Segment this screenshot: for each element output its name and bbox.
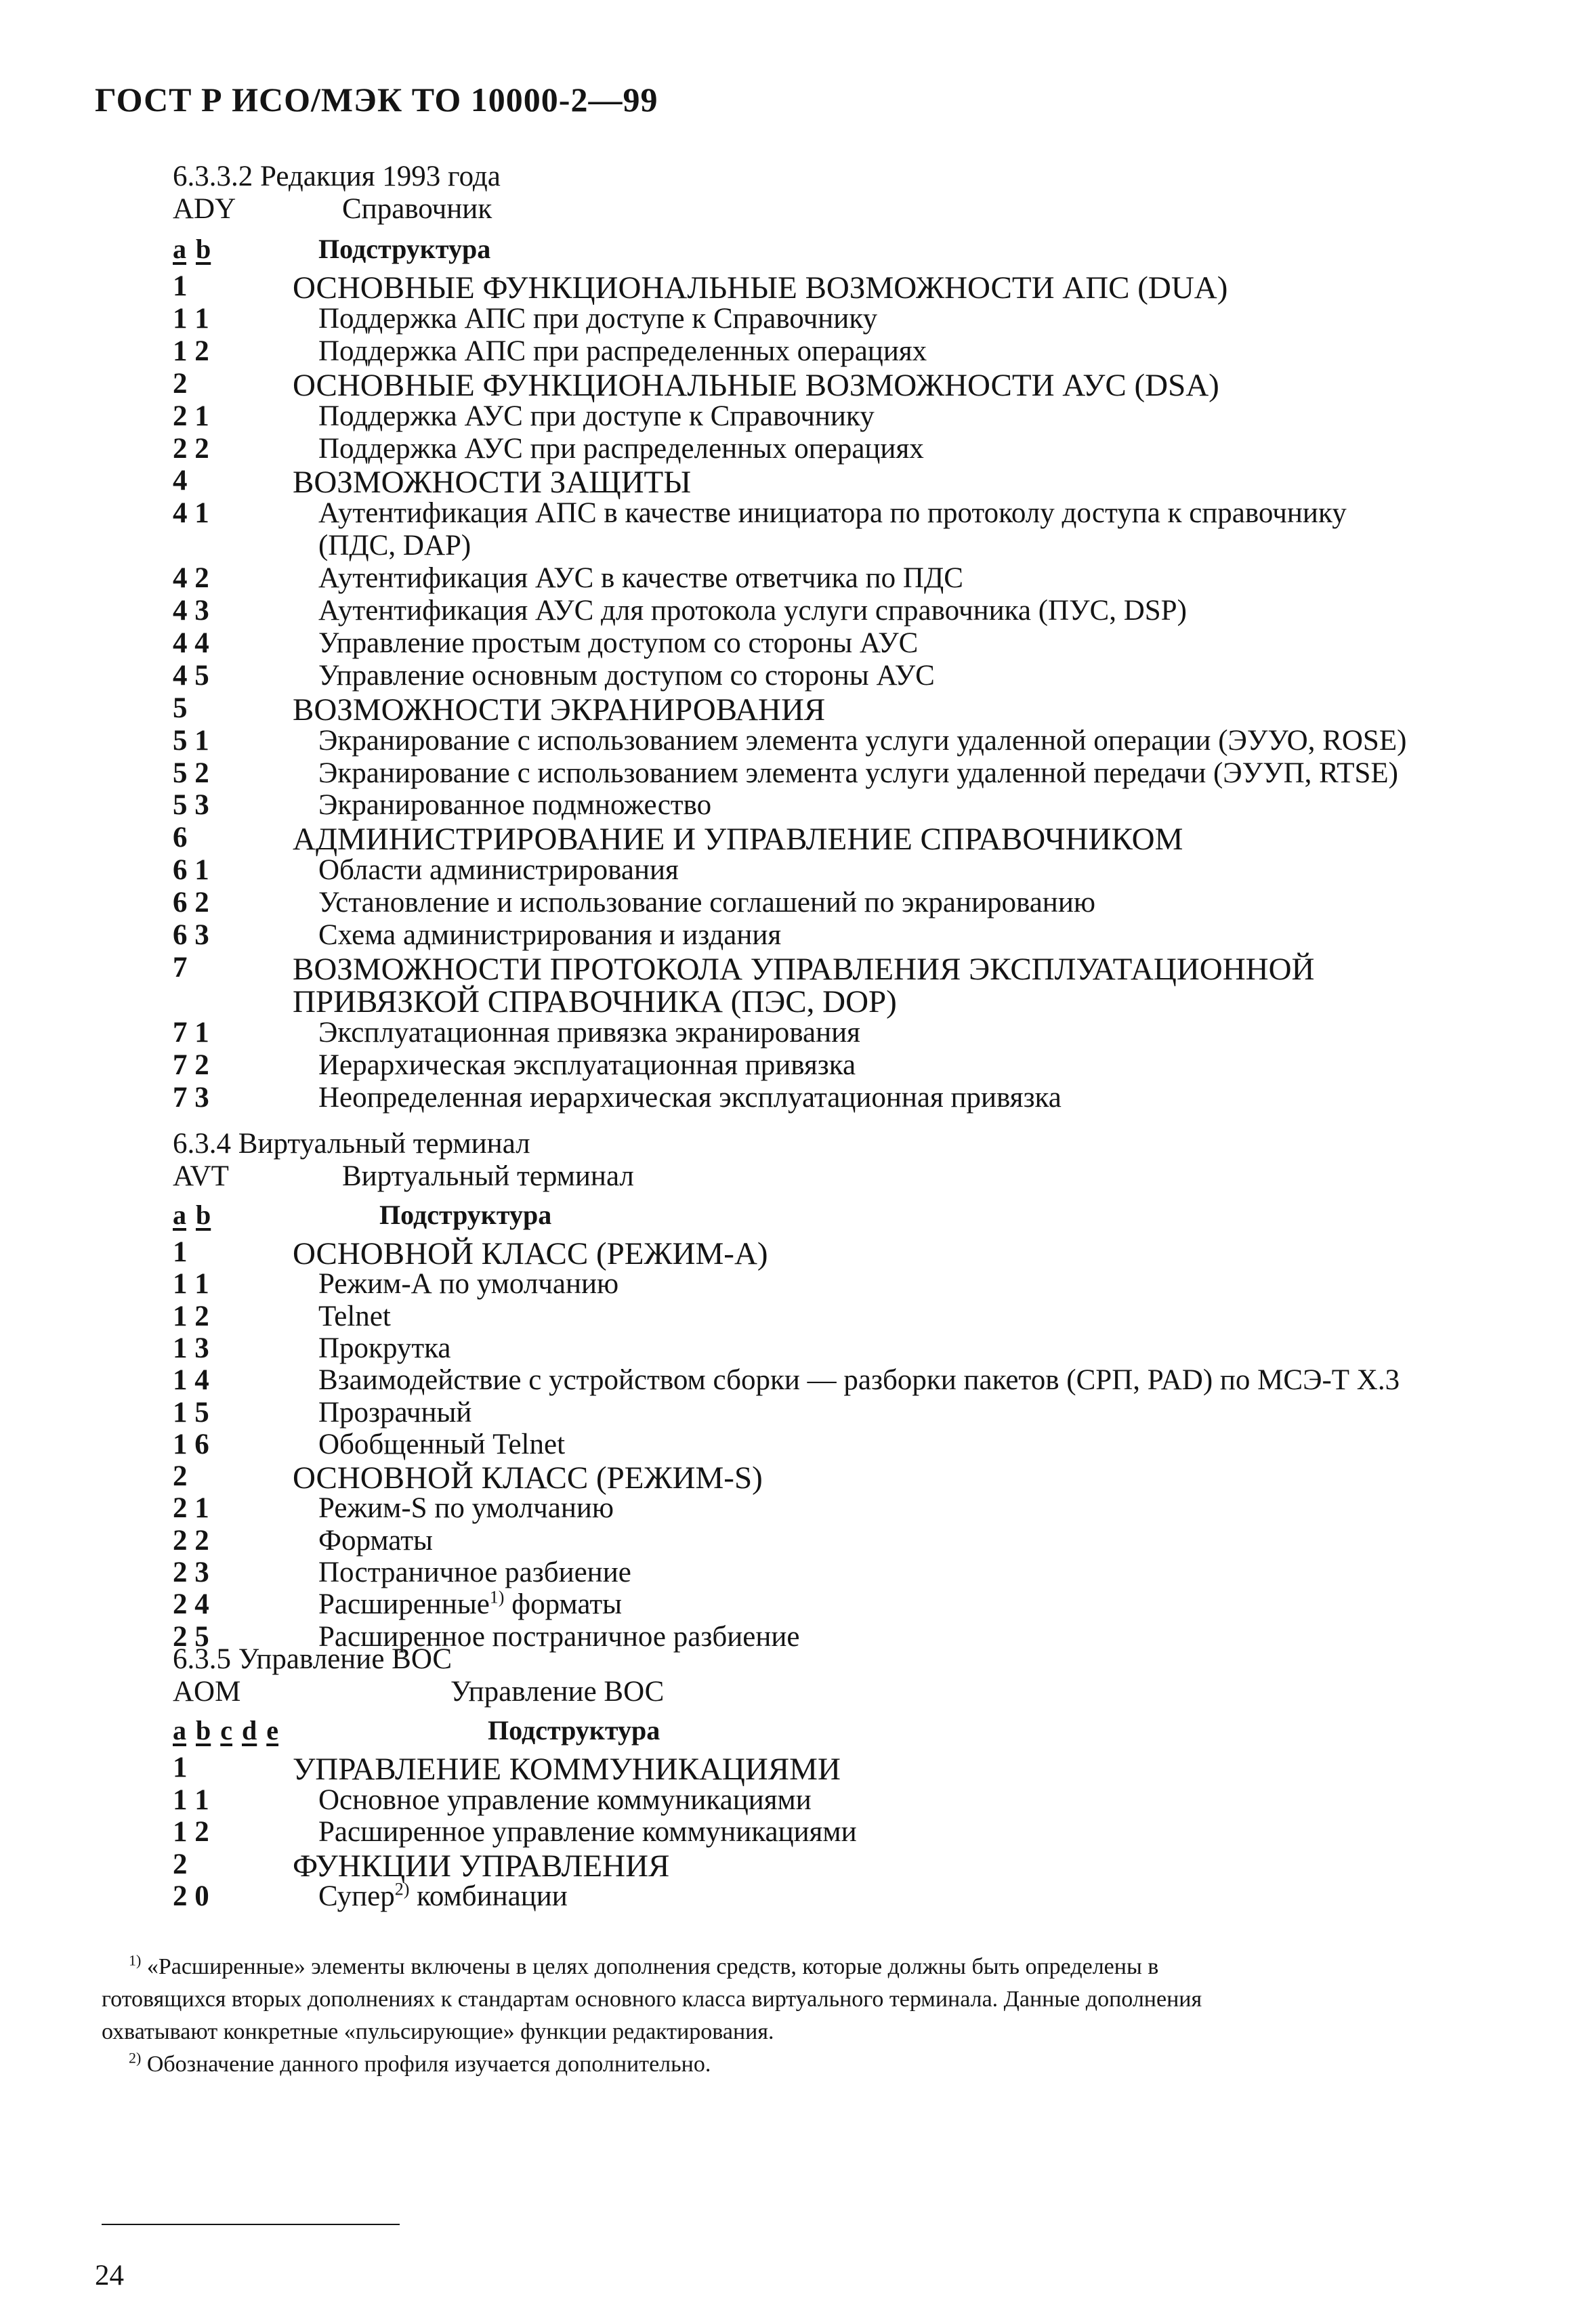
row-code: 1 6 — [173, 1428, 209, 1460]
row-text — [318, 400, 875, 433]
row-text-main: Аутентификация АПС в качестве инициатора по протоколу доступа к справочнику — [318, 497, 1347, 530]
row-text-main: Поддержка АПС при доступе к Справочнику — [318, 302, 878, 335]
substructure-title: Подструктура — [488, 1715, 660, 1746]
table-row — [0, 821, 1575, 858]
substructure-code: a — [173, 1715, 186, 1746]
table-row — [0, 594, 1575, 627]
page-number: 24 — [95, 2260, 124, 2291]
row-text-main: Расширенное постраничное разбиение — [318, 1620, 800, 1653]
footnote-2-mark: 2) — [129, 2049, 142, 2067]
row-text — [318, 724, 1406, 757]
row-heading — [293, 984, 897, 1020]
row-text-main: Аутентификация АУС в качестве ответчика по ПДС — [318, 562, 963, 595]
row-text — [318, 788, 711, 822]
row-text — [318, 853, 679, 887]
row-code: 2 4 — [173, 1588, 209, 1621]
row-code: 5 2 — [173, 757, 209, 789]
row-text-main: ФУНКЦИИ УПРАВЛЕНИЯ — [293, 1848, 670, 1884]
row-text-main: Обобщенный Telnet — [318, 1428, 566, 1460]
row-code: 1 2 — [173, 335, 209, 367]
row-text-main: Режим-S по умолчанию — [318, 1492, 614, 1525]
row-text — [318, 659, 935, 692]
row-code: 2 2 — [173, 432, 209, 465]
row-text — [318, 1364, 1400, 1397]
row-heading — [293, 1235, 768, 1272]
section-heading: 6.3.5 Управление ВОС — [173, 1643, 453, 1675]
row-text — [318, 1815, 857, 1848]
row-code: 4 3 — [173, 595, 209, 627]
row-text — [318, 1016, 860, 1049]
row-text — [318, 594, 1187, 627]
row-text — [318, 1300, 391, 1333]
table-row — [0, 1235, 1575, 1271]
row-text-main: Постраничное разбиение — [318, 1557, 631, 1588]
row-text-main: ВОЗМОЖНОСТИ ПРОТОКОЛА УПРАВЛЕНИЯ ЭКСПЛУАТАЦИОННОЙ — [293, 951, 1315, 987]
row-code: 1 1 — [173, 1783, 209, 1816]
row-text — [318, 529, 471, 562]
row-text-main: ОСНОВНОЙ КЛАСС (РЕЖИМ-А) — [293, 1236, 768, 1271]
table-row — [0, 692, 1575, 727]
row-text-main: Поддержка АУС при распределенных операциях — [318, 432, 924, 465]
row-text-main: Иерархическая эксплуатационная привязка — [318, 1049, 856, 1081]
row-code: 1 — [173, 1752, 188, 1783]
table-row — [0, 1332, 1575, 1364]
row-code: 1 — [173, 1236, 188, 1268]
table-row — [0, 918, 1575, 951]
table-row — [0, 562, 1575, 594]
table-row — [0, 1460, 1575, 1496]
row-text — [318, 1267, 618, 1301]
row-code: 2 0 — [173, 1880, 209, 1912]
row-code: 1 1 — [173, 1268, 209, 1301]
substructure-code: e — [266, 1715, 279, 1746]
row-text — [318, 1332, 451, 1365]
row-text — [318, 335, 927, 368]
row-heading — [293, 951, 1315, 988]
row-code: 1 5 — [173, 1396, 209, 1429]
table-row — [0, 1524, 1575, 1557]
row-code: 1 2 — [173, 1816, 209, 1848]
row-code: 2 — [173, 367, 188, 400]
footnote-1-mark: 1) — [129, 1951, 142, 1969]
row-text-main: ОСНОВНОЙ КЛАСС (РЕЖИМ-S) — [293, 1460, 763, 1496]
row-text-main: Супер — [318, 1880, 395, 1912]
table-row — [0, 1267, 1575, 1300]
table-row — [0, 1081, 1575, 1114]
row-code: 7 1 — [173, 1016, 209, 1049]
row-text-main: Расширенное управление коммуникациями — [318, 1816, 857, 1848]
row-text — [318, 432, 924, 465]
row-text-after: комбинации — [409, 1880, 568, 1912]
table-row — [0, 1364, 1575, 1396]
table-row — [0, 270, 1575, 305]
row-code: 4 5 — [173, 659, 209, 692]
row-text-main: Основное управление коммуникациями — [318, 1783, 812, 1816]
row-text-main: Аутентификация АУС для протокола услуги справочника (ПУС, DSP) — [318, 595, 1187, 627]
row-heading — [293, 1460, 763, 1496]
table-row — [0, 1880, 1575, 1912]
document-header: ГОСТ Р ИСО/МЭК ТО 10000-2—99 — [95, 81, 658, 119]
table-row — [0, 1815, 1575, 1848]
table-row — [0, 1783, 1575, 1816]
row-text-main: Экранирование с использованием элемента услуги удаленной передачи (ЭУУП, RTSE) — [318, 757, 1398, 789]
table-row — [0, 853, 1575, 886]
row-text-main: АДМИНИСТРИРОВАНИЕ И УПРАВЛЕНИЕ СПРАВОЧНИКОМ — [293, 822, 1183, 858]
profile-label: ADY — [173, 193, 236, 225]
table-row — [0, 464, 1575, 501]
row-text-main: Поддержка АПС при распределенных операциях — [318, 335, 927, 367]
row-text — [318, 1524, 433, 1557]
row-heading — [293, 1751, 841, 1788]
substructure-title: Подструктура — [318, 234, 491, 264]
row-text-main: УПРАВЛЕНИЕ КОММУНИКАЦИЯМИ — [293, 1752, 841, 1787]
table-row — [0, 951, 1575, 987]
substructure-code: a — [173, 234, 186, 264]
row-text-main: ОСНОВНЫЕ ФУНКЦИОНАЛЬНЫЕ ВОЗМОЖНОСТИ АУС (DSA) — [293, 367, 1219, 403]
row-heading — [293, 1848, 669, 1884]
section-heading: 6.3.4 Виртуальный терминал — [173, 1128, 530, 1160]
row-text-main: ПРИВЯЗКОЙ СПРАВОЧНИКА (ПЭС, DOP) — [293, 984, 897, 1019]
row-text-main: Форматы — [318, 1524, 433, 1557]
row-text — [318, 1396, 471, 1429]
table-row — [0, 788, 1575, 821]
row-text — [318, 497, 1347, 530]
row-code: 5 1 — [173, 724, 209, 757]
row-code: 6 3 — [173, 919, 209, 951]
footnote-divider — [102, 2224, 400, 2225]
footnote-ref: 2) — [394, 1879, 410, 1899]
substructure-code: b — [196, 1200, 211, 1230]
row-code: 6 — [173, 822, 188, 854]
row-heading — [293, 270, 1227, 306]
row-text-main: Взаимодействие с устройством сборки — разборки пакетов (СРП, PAD) по МСЭ-Т X.3 — [318, 1364, 1400, 1397]
substructure-code: b — [196, 234, 211, 264]
row-text-main: Установление и использование соглашений по экранированию — [318, 887, 1095, 919]
row-code: 1 2 — [173, 1300, 209, 1332]
table-row — [0, 1428, 1575, 1460]
row-text — [318, 562, 963, 595]
substructure-title: Подструктура — [379, 1200, 552, 1230]
row-code: 4 2 — [173, 562, 209, 595]
table-row — [0, 367, 1575, 403]
table-row — [0, 659, 1575, 692]
row-text — [318, 1492, 614, 1525]
row-code: 2 3 — [173, 1557, 209, 1588]
row-code: 7 3 — [173, 1081, 209, 1114]
row-code: 5 3 — [173, 789, 209, 822]
row-text-main: Экранирование с использованием элемента услуги удаленной операции (ЭУУО, ROSE) — [318, 724, 1407, 757]
row-text-main: Эксплуатационная привязка экранирования — [318, 1016, 860, 1049]
row-code: 4 1 — [173, 497, 209, 530]
substructure-code: b — [196, 1715, 211, 1746]
table-row — [0, 886, 1575, 918]
row-heading — [293, 464, 691, 501]
substructure-code: a — [173, 1200, 186, 1230]
row-code: 4 — [173, 465, 188, 497]
row-text-main: Экранированное подмножество — [318, 789, 712, 822]
row-text-main: (ПДС, DAP) — [318, 530, 471, 562]
substructure-codes — [173, 1714, 288, 1746]
row-text-main: Управление простым доступом со стороны АУС — [318, 627, 919, 659]
row-text-main: Прокрутка — [318, 1332, 451, 1364]
section-heading: 6.3.3.2 Редакция 1993 года — [173, 161, 501, 192]
row-heading — [293, 692, 825, 728]
row-text — [318, 757, 1398, 790]
row-text-main: ВОЗМОЖНОСТИ ЭКРАНИРОВАНИЯ — [293, 692, 826, 727]
row-text-main: Поддержка АУС при доступе к Справочнику — [318, 400, 875, 432]
table-row — [0, 1556, 1575, 1588]
row-code: 2 — [173, 1848, 188, 1880]
row-code: 1 4 — [173, 1364, 209, 1397]
row-text — [318, 886, 1095, 919]
table-row — [0, 1016, 1575, 1049]
profile-label-text: Справочник — [342, 193, 492, 225]
table-row — [0, 1300, 1575, 1332]
footnote-1-line-1: $^{1)}$ «Расширенные» элементы включены в целях дополнения средств, которые должны быть определены в — [129, 1951, 1159, 1979]
row-text — [318, 1081, 1062, 1114]
substructure-codes — [173, 1199, 220, 1231]
row-text-main: ОСНОВНЫЕ ФУНКЦИОНАЛЬНЫЕ ВОЗМОЖНОСТИ АПС (DUA) — [293, 270, 1228, 305]
substructure-code: c — [220, 1715, 233, 1746]
table-row — [0, 1492, 1575, 1524]
table-row — [0, 302, 1575, 335]
table-row — [0, 1049, 1575, 1081]
row-text — [318, 918, 781, 952]
table-row — [0, 1848, 1575, 1884]
row-text-main: Схема администрирования и издания — [318, 919, 782, 951]
row-code: 2 1 — [173, 1492, 209, 1525]
substructure-code: d — [242, 1715, 257, 1746]
row-text — [318, 1428, 565, 1461]
row-text — [318, 1556, 631, 1589]
row-code: 1 3 — [173, 1332, 209, 1364]
table-row — [0, 984, 1575, 1019]
row-text — [318, 1049, 856, 1082]
table-row — [0, 757, 1575, 789]
footnote-1-line-2: готовящихся вторых дополнениях к стандартам основного класса виртуального терминала. Данные дополнения — [102, 1987, 1202, 2012]
profile-label: AOM — [173, 1676, 241, 1708]
row-text — [318, 302, 877, 335]
profile-label: AVT — [173, 1160, 229, 1192]
substructure-codes — [173, 233, 220, 265]
row-text-main: Расширенные — [318, 1588, 490, 1621]
row-text-main: ВОЗМОЖНОСТИ ЗАЩИТЫ — [293, 465, 692, 501]
row-code: 5 — [173, 692, 188, 724]
footnote-2: $^{2)}$ Обозначение данного профиля изучается дополнительно. — [129, 2049, 711, 2077]
row-code: 7 2 — [173, 1049, 209, 1081]
row-text — [318, 627, 918, 660]
footnote-ref: 1) — [489, 1587, 505, 1607]
row-text — [318, 1880, 568, 1913]
row-code: 6 2 — [173, 887, 209, 919]
row-code: 4 4 — [173, 627, 209, 659]
row-text — [318, 1783, 812, 1817]
row-code: 1 — [173, 270, 188, 302]
table-row — [0, 335, 1575, 367]
table-row — [0, 1751, 1575, 1787]
table-row — [0, 1396, 1575, 1429]
row-text — [318, 1588, 622, 1621]
row-code: 7 — [173, 951, 188, 984]
row-text-main: Управление основным доступом со стороны АУС — [318, 659, 935, 692]
row-code: 2 — [173, 1460, 188, 1493]
table-row — [0, 529, 1575, 562]
profile-label-text: Виртуальный терминал — [342, 1160, 634, 1192]
table-row — [0, 1588, 1575, 1620]
row-text-main: Неопределенная иерархическая эксплуатационная привязка — [318, 1081, 1062, 1114]
profile-label-text: Управление ВОС — [450, 1676, 665, 1708]
table-row — [0, 627, 1575, 659]
row-text-after: форматы — [504, 1588, 623, 1621]
table-row — [0, 432, 1575, 465]
row-code: 1 1 — [173, 302, 209, 335]
row-heading — [293, 821, 1183, 858]
footnote-1-line-3: охватывают конкретные «пульсирующие» функции редактирования. — [102, 2019, 774, 2044]
row-heading — [293, 367, 1219, 404]
row-text-main: Telnet — [318, 1300, 391, 1332]
row-text-main: Прозрачный — [318, 1396, 472, 1429]
row-code: 6 1 — [173, 854, 209, 887]
table-row — [0, 497, 1575, 529]
table-row — [0, 724, 1575, 757]
row-code: 2 5 — [173, 1620, 209, 1653]
row-code: 2 1 — [173, 400, 209, 432]
table-row — [0, 400, 1575, 432]
row-text-main: Режим-А по умолчанию — [318, 1268, 619, 1301]
row-text-main: Области администрирования — [318, 854, 679, 887]
row-code: 2 2 — [173, 1524, 209, 1557]
